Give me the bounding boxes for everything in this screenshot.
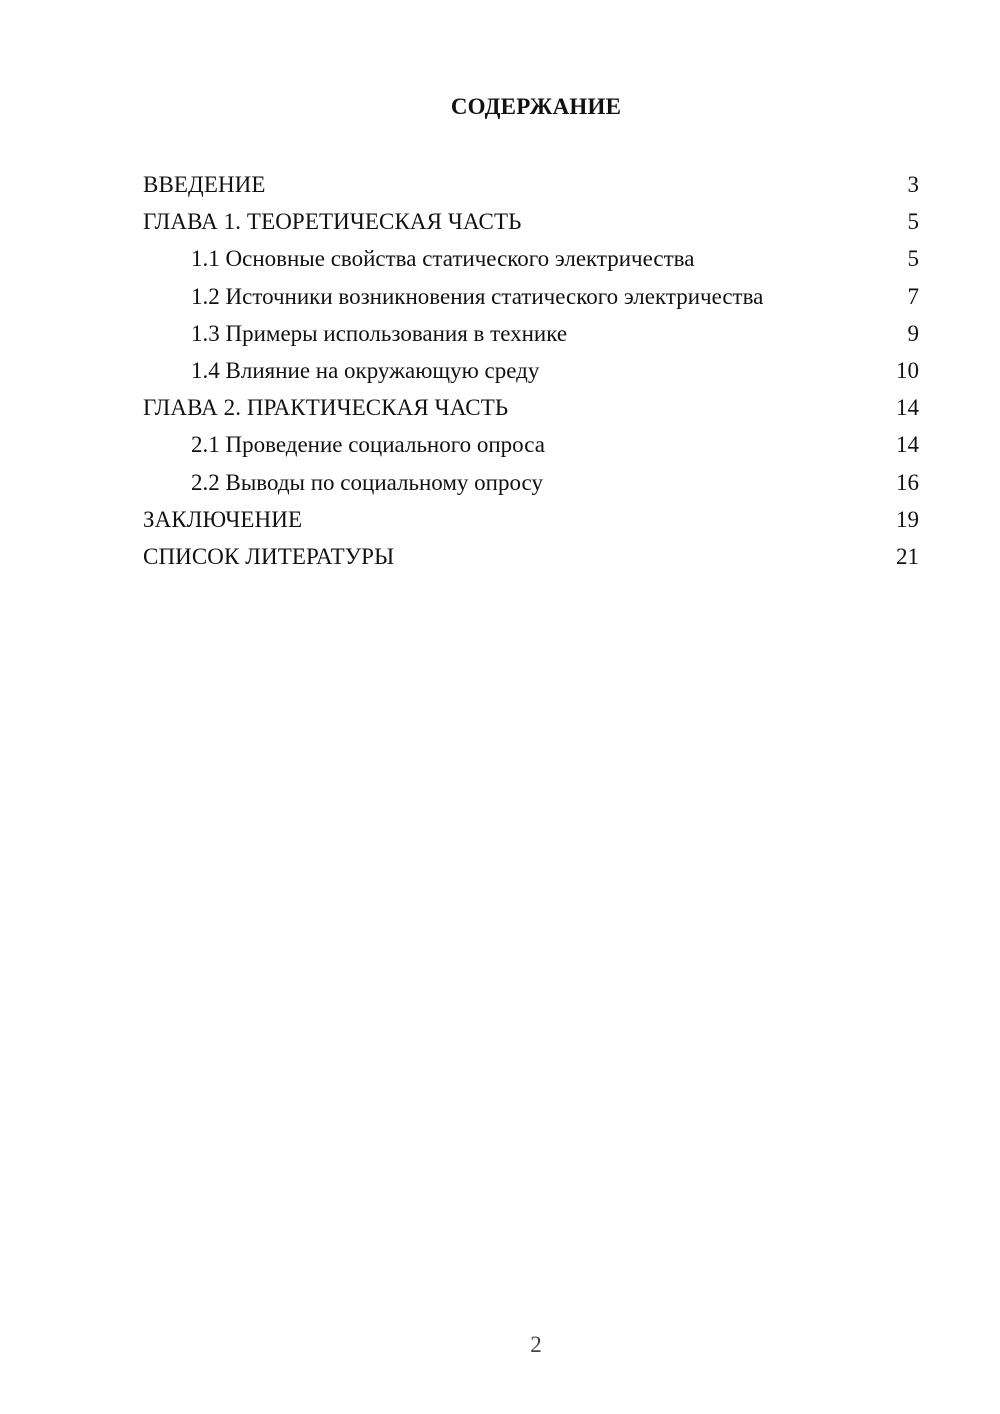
toc-entry-label: 2.1 Проведение социального опроса (191, 432, 545, 458)
toc-entry-section-1-3[interactable] (143, 315, 919, 352)
toc-entry-page: 14 (896, 395, 919, 421)
toc-entry-page: 5 (907, 209, 919, 235)
toc-entry-label: СПИСОК ЛИТЕРАТУРЫ (143, 543, 395, 569)
toc-entry-chapter-1[interactable] (143, 203, 919, 240)
toc-entry-label: 1.3 Примеры использования в технике (191, 320, 568, 346)
toc-entry-label: ГЛАВА 2. ПРАКТИЧЕСКАЯ ЧАСТЬ (143, 395, 509, 421)
toc-entry-page: 5 (907, 246, 919, 272)
page-number: 2 (530, 1332, 542, 1357)
toc-entry-label: ЗАКЛЮЧЕНИЕ (143, 506, 303, 532)
toc-entry-section-2-1[interactable] (143, 426, 919, 463)
toc-entry-page: 10 (896, 357, 919, 383)
toc-entry-label: 1.2 Источники возникновения статического электричества (191, 283, 764, 309)
toc-entry-references[interactable] (143, 538, 919, 575)
toc-entry-introduction[interactable] (143, 166, 919, 203)
toc-entry-page: 14 (896, 432, 919, 458)
toc-entry-page: 21 (896, 543, 919, 569)
toc-entry-section-2-2[interactable] (143, 464, 919, 501)
toc-entry-page: 3 (907, 172, 919, 197)
toc-entry-section-1-2[interactable] (143, 278, 919, 315)
toc-entry-page: 9 (907, 320, 919, 346)
toc-entry-page: 7 (907, 283, 919, 309)
table-of-contents (143, 166, 919, 575)
toc-entry-chapter-2[interactable] (143, 389, 919, 426)
toc-entry-section-1-1[interactable] (143, 240, 919, 277)
toc-entry-conclusion[interactable] (143, 501, 919, 538)
toc-entry-label: ГЛАВА 1. ТЕОРЕТИЧЕСКАЯ ЧАСТЬ (143, 209, 522, 235)
toc-entry-label: 1.4 Влияние на окружающую среду (191, 357, 540, 383)
toc-entry-page: 19 (896, 506, 919, 532)
toc-entry-label: ВВЕДЕНИЕ (143, 172, 266, 197)
toc-title: СОДЕРЖАНИЕ (450, 94, 622, 119)
toc-entry-section-1-4[interactable] (143, 352, 919, 389)
toc-entry-label: 2.2 Выводы по социальному опросу (191, 469, 543, 495)
toc-entry-label: 1.1 Основные свойства статического электричества (191, 246, 695, 272)
toc-entry-page: 16 (896, 469, 919, 495)
